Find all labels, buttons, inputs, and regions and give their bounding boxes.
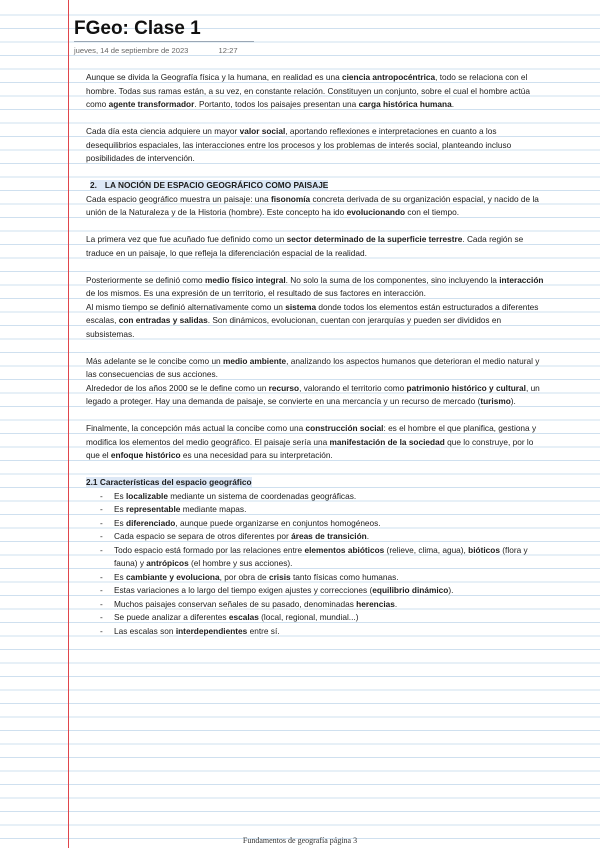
text-run: . Portanto, todos los paisajes presentan una bbox=[194, 99, 359, 109]
paragraph bbox=[86, 193, 548, 220]
text-run: Es bbox=[114, 571, 126, 582]
text-run: (local, regional, mundial...) bbox=[258, 612, 359, 622]
text-run: Es bbox=[114, 517, 126, 528]
text-run: que lo construye, por lo que el bbox=[86, 436, 534, 460]
text-run: : es el hombre el que planifica, gestiona y modifica los elementos del medio geográfico. El paisaje sería una bbox=[86, 423, 537, 447]
list-item bbox=[100, 490, 548, 504]
text-run: Posteriormente se definió como bbox=[86, 274, 205, 285]
text-run: Cada espacio geográfico muestra un paisaje: una bbox=[86, 193, 271, 204]
text-run: Cada día esta ciencia adquiere un mayor bbox=[86, 126, 240, 136]
bold-term: equilibrio dinámico bbox=[372, 585, 449, 595]
blank-line bbox=[86, 260, 548, 274]
bold-term: enfoque histórico bbox=[110, 450, 181, 460]
paragraph bbox=[86, 233, 548, 260]
section-heading-highlight bbox=[90, 180, 328, 190]
text-run: de los mismos. Es una expresión de un territorio, el resultado de sus factores en interacción. bbox=[86, 288, 426, 298]
bold-term: cambiante y evoluciona bbox=[126, 571, 220, 582]
text-run: Finalmente, la concepción más actual la concibe como una bbox=[86, 423, 306, 433]
text-run: es una necesidad para su interpretación. bbox=[180, 450, 333, 460]
bold-term: antrópicos bbox=[146, 558, 189, 568]
section-number: 2. bbox=[90, 180, 97, 190]
bold-term: representable bbox=[126, 504, 181, 514]
paragraph bbox=[86, 71, 548, 112]
paragraph bbox=[86, 274, 548, 301]
note-content[interactable] bbox=[86, 71, 548, 638]
bold-term: recurso bbox=[268, 382, 300, 393]
blank-line bbox=[86, 166, 548, 180]
list-item bbox=[100, 544, 548, 571]
subsection-heading-highlight: 2.1 Características del espacio geográfico bbox=[86, 477, 252, 487]
text-run: . Cada región se traduce en un paisaje, lo que refleja la diferenciación espacial de la realidad. bbox=[86, 234, 524, 258]
text-run: (flora y fauna) y bbox=[114, 544, 528, 568]
bold-term: sector determinado de la superficie terrestre bbox=[286, 234, 463, 244]
bold-term: crisis bbox=[268, 571, 291, 582]
bold-term: medio físico integral bbox=[204, 274, 286, 285]
bold-term: localizable bbox=[126, 490, 168, 501]
bold-term: patrimonio histórico y cultural bbox=[406, 382, 526, 393]
text-run: ). bbox=[510, 396, 516, 406]
bold-term: evolucionando bbox=[346, 207, 406, 217]
list-item bbox=[100, 611, 548, 625]
text-run: mediante un sistema de coordenadas geográficas. bbox=[167, 490, 357, 501]
bold-term: áreas de transición bbox=[291, 531, 367, 541]
bold-term: con entradas y salidas bbox=[118, 315, 208, 325]
paragraph bbox=[86, 422, 548, 463]
page-time: 12:27 bbox=[218, 46, 238, 55]
text-run: donde todos los elementos están estructurados a diferentes escalas, bbox=[86, 301, 539, 325]
bold-term: interacción bbox=[499, 274, 544, 285]
text-run: . bbox=[394, 598, 398, 609]
text-run: , aportando reflexiones e interpretaciones en cuanto a los desequilibrios espaciales, las interacciones entre los procesos y los problemas de interés social, planteando incluso posibilidades de intervención. bbox=[86, 126, 512, 163]
paragraph bbox=[86, 382, 548, 409]
bold-term: valor social bbox=[239, 126, 286, 136]
text-run: mediante mapas. bbox=[180, 504, 247, 514]
subsection-heading bbox=[86, 476, 548, 490]
text-run: Se puede analizar a diferentes bbox=[114, 612, 229, 622]
text-run: , aunque puede organizarse en conjuntos homogéneos. bbox=[175, 517, 381, 528]
bold-term: turismo bbox=[480, 396, 511, 406]
list-item bbox=[100, 584, 548, 598]
text-run: , todo se relaciona con el hombre. Todas sus ramas están, a su vez, en constante relación. Constituyen un conjunto, sobre el cual el hombre actúa como bbox=[86, 72, 530, 109]
text-run: (el hombre y sus acciones). bbox=[188, 558, 293, 568]
text-run: tanto físicas como humanas. bbox=[290, 571, 399, 582]
page-date: jueves, 14 de septiembre de 2023 bbox=[74, 46, 189, 55]
page-title[interactable]: FGeo: Clase 1 bbox=[74, 18, 201, 39]
text-run: , analizando los aspectos humanos que deterioran el medio natural y las consecuencias de sus acciones. bbox=[86, 355, 540, 379]
bold-term: herencias bbox=[356, 598, 395, 609]
blank-line bbox=[86, 463, 548, 477]
text-run: Es bbox=[114, 504, 126, 514]
text-run: ). bbox=[448, 585, 454, 595]
list-item bbox=[100, 625, 548, 639]
text-run: Estas variaciones a lo largo del tiempo exigen ajustes y correcciones ( bbox=[114, 585, 373, 595]
section-title: LA NOCIÓN DE ESPACIO GEOGRÁFICO COMO PAISAJE bbox=[104, 180, 329, 190]
text-run: . Son dinámicos, evolucionan, cuentan con jerarquías y pueden ser divididos en subsistemas. bbox=[86, 315, 502, 339]
paragraph bbox=[86, 355, 548, 382]
text-run: . bbox=[366, 531, 370, 541]
bold-term: ciencia antropocéntrica bbox=[341, 72, 436, 82]
bold-term: agente transformador bbox=[108, 99, 195, 109]
bold-term: interdependientes bbox=[175, 625, 248, 636]
text-run: . bbox=[451, 99, 455, 109]
text-run: La primera vez que fue acuñado fue definido como un bbox=[86, 234, 287, 244]
blank-line bbox=[86, 341, 548, 355]
list-item bbox=[100, 530, 548, 544]
bold-term: construcción social bbox=[305, 423, 384, 433]
text-run: Es bbox=[114, 490, 126, 501]
text-run: entre sí. bbox=[247, 625, 280, 636]
blank-line bbox=[86, 409, 548, 423]
text-run: concreta derivada de su organización espacial, y nacido de la unión de la Naturaleza y de la Historia (hombre). Este concepto ha ido bbox=[86, 193, 539, 217]
text-run: , valorando el territorio como bbox=[299, 382, 407, 393]
bold-term: fisonomía bbox=[270, 193, 311, 204]
section-heading bbox=[86, 179, 548, 193]
text-run: (relieve, clima, agua), bbox=[384, 544, 469, 555]
list-item bbox=[100, 517, 548, 531]
blank-line bbox=[86, 220, 548, 234]
bold-term: sistema bbox=[285, 301, 317, 312]
text-run: Aunque se divida la Geografía física y la humana, en realidad es una bbox=[86, 72, 342, 82]
list-item bbox=[100, 598, 548, 612]
text-run: , un legado a proteger. Hay una demanda de paisaje, se convierte en una mercancía y un recurso de mercado ( bbox=[86, 382, 540, 406]
page-meta bbox=[74, 46, 238, 55]
notebook-margin-line bbox=[68, 0, 69, 848]
text-run: Más adelante se le concibe como un bbox=[86, 355, 223, 366]
bold-term: bióticos bbox=[468, 544, 500, 555]
text-run: Las escalas son bbox=[114, 625, 176, 636]
text-run: Alrededor de los años 2000 se le define como un bbox=[86, 382, 269, 393]
text-run: , por obra de bbox=[219, 571, 269, 582]
bold-term: elementos abióticos bbox=[304, 544, 385, 555]
characteristics-list bbox=[86, 490, 548, 639]
list-item bbox=[100, 503, 548, 517]
paragraph bbox=[86, 125, 548, 166]
text-run: . No solo la suma de los componentes, sino incluyendo la bbox=[285, 274, 500, 285]
bold-term: carga histórica humana bbox=[358, 99, 452, 109]
page-footer: Fundamentos de geografía página 3 bbox=[242, 836, 358, 845]
text-run: Todo espacio está formado por las relaciones entre bbox=[114, 544, 305, 555]
bold-term: diferenciado bbox=[126, 517, 176, 528]
blank-line bbox=[86, 112, 548, 126]
list-item bbox=[100, 571, 548, 585]
text-run: Muchos paisajes conservan señales de su pasado, denominadas bbox=[114, 598, 357, 609]
bold-term: escalas bbox=[228, 612, 259, 622]
text-run: Al mismo tiempo se definió alternativamente como un bbox=[86, 301, 286, 312]
paragraph bbox=[86, 301, 548, 342]
bold-term: medio ambiente bbox=[222, 355, 287, 366]
title-underline bbox=[74, 41, 254, 42]
bold-term: manifestación de la sociedad bbox=[329, 436, 445, 447]
text-run: Cada espacio se separa de otros diferentes por bbox=[114, 531, 292, 541]
text-run: con el tiempo. bbox=[405, 207, 460, 217]
